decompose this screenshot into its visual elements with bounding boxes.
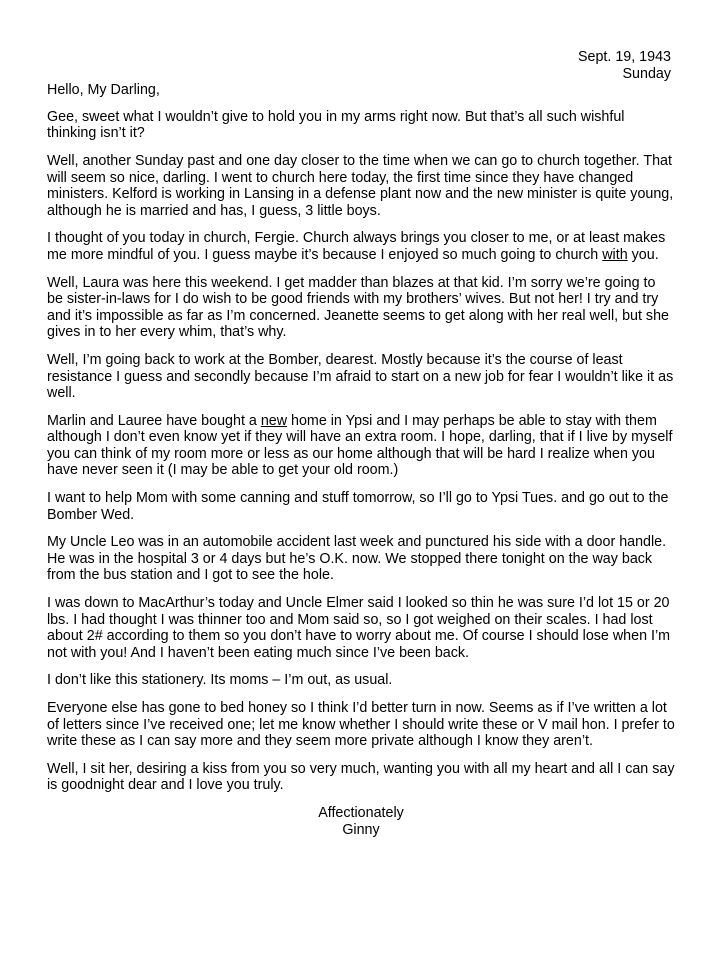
- paragraph: [47, 761, 675, 794]
- paragraph-text: I want to help Mom with some canning and stuff tomorrow, so I’ll go to Ypsi Tues. and go out to the Bomber Wed.: [47, 490, 669, 523]
- paragraph-text: I don’t like this stationery. Its moms – I’m out, as usual.: [47, 672, 393, 689]
- date-block: [47, 49, 671, 82]
- paragraph-text: Gee, sweet what I wouldn’t give to hold you in my arms right now. But that’s all such wishful thinking isn’t it?: [47, 108, 625, 142]
- paragraph: [47, 153, 675, 219]
- paragraph-text: Well, I sit her, desiring a kiss from you so very much, wanting you with all my heart and all I can say is goodnight dear and I love you truly.: [47, 760, 675, 794]
- paragraph: [47, 109, 675, 142]
- letter-date: Sept. 19, 1943: [577, 49, 671, 65]
- paragraph-text: I was down to MacArthur’s today and Uncle Elmer said I looked so thin he was sure I’d lot 15 or 20 lbs. I had thought I was thinner too and Mom said so, so I got weighed on their scales. I had lost about 2# according to them so you don’t have to worry about me. Of course I should lose when I’m not with you! And I haven’t been eating much since I’ve been back.: [47, 595, 671, 661]
- paragraph: [47, 275, 675, 341]
- paragraph-text: I thought of you today in church, Fergie. Church always brings you closer to me, or at least makes me more mindful of you. I guess maybe it’s because I enjoyed so much going to church: [47, 230, 666, 263]
- underlined-word: new: [260, 412, 288, 429]
- paragraph: [47, 413, 675, 479]
- paragraph: [47, 534, 675, 584]
- paragraph-text: Well, I’m going back to work at the Bomber, dearest. Mostly because it’s the course of least resistance I guess and secondly because I’m afraid to start on a new job for fear I wouldn’t like it as well.: [47, 351, 674, 402]
- closing-block: [47, 805, 675, 838]
- paragraph-text: Everyone else has gone to bed honey so I think I’d better turn in now. Seems as if I’ve written a lot of letters since I’ve received one; let me know whether I should write these or V mail hon. I prefer to write these as I can say more and they seem more private although I know they aren’t.: [47, 700, 675, 750]
- letter-day: Sunday: [622, 65, 671, 82]
- paragraph: [47, 700, 675, 750]
- paragraph-text: home in Ypsi and I may perhaps be able to stay with them although I don’t even know yet if they will have an extra room. I hope, darling, that if I live by myself you can think of my room more or less as our home although that will be hard I realize when you have never seen it (I may be able to get your old room.): [47, 412, 673, 479]
- paragraph: [47, 230, 675, 263]
- paragraph-text: Well, Laura was here this weekend. I get madder than blazes at that kid. I’m sorry we’re going to be sister-in-laws for I do wish to be good friends with my brothers’ wives. But not her! I try and try and it’s impossible as far as I’m concerned. Jeanette seems to get along with her real well, but she gives in to her every whim, that’s why.: [47, 274, 669, 341]
- paragraph-text: you.: [627, 246, 659, 263]
- signature: Ginny: [342, 821, 380, 838]
- underlined-word: with: [602, 246, 628, 263]
- letter-body: [47, 109, 675, 794]
- salutation: Hello, My Darling,: [47, 82, 160, 99]
- paragraph: [47, 490, 675, 523]
- paragraph: [47, 672, 675, 689]
- paragraph-text: Marlin and Lauree have bought a: [47, 412, 261, 429]
- paragraph-text: Well, another Sunday past and one day closer to the time when we can go to church together. That will seem so nice, darling. I went to church here today, the first time since they have changed ministers. Kelford is working in Lansing in a defense plant now and the new minister is quite young, although he is married and has, I guess, 3 little boys.: [47, 152, 674, 219]
- closing: Affectionately: [318, 804, 404, 821]
- paragraph-text: My Uncle Leo was in an automobile accident last week and punctured his side with a door handle. He was in the hospital 3 or 4 days but he’s O.K. now. We stopped there tonight on the way back from the bus station and I got to see the hole.: [47, 534, 667, 584]
- paragraph: [47, 352, 675, 402]
- paragraph: [47, 595, 675, 661]
- letter-page: [47, 49, 675, 838]
